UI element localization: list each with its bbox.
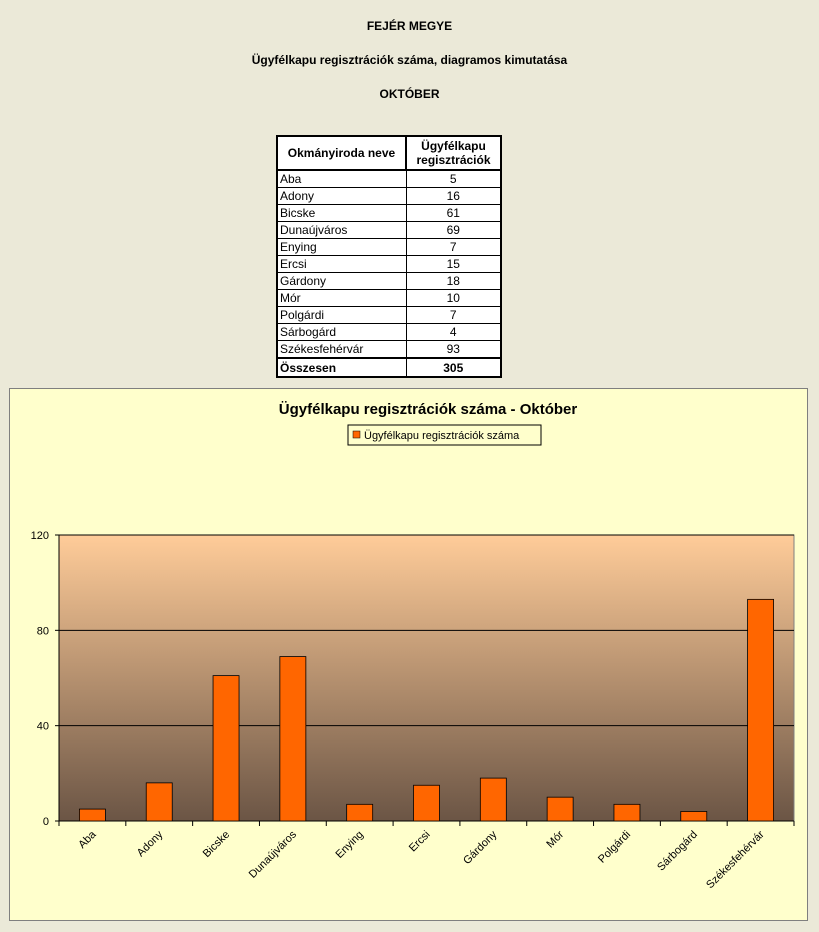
total-row bbox=[277, 358, 501, 377]
x-tick-label: Bicske bbox=[200, 828, 233, 861]
registration-count-cell: 15 bbox=[406, 256, 501, 273]
bar bbox=[547, 797, 573, 821]
table-row bbox=[277, 205, 501, 222]
y-tick-label: 40 bbox=[36, 720, 49, 733]
office-name-cell: Székesfehérvár bbox=[277, 341, 406, 359]
x-tick-label: Adony bbox=[134, 828, 166, 860]
y-tick-label: 120 bbox=[30, 530, 49, 542]
chart-title: Ügyfélkapu regisztrációk száma - Október bbox=[278, 401, 578, 418]
bar bbox=[748, 599, 774, 821]
registration-count-cell: 10 bbox=[406, 290, 501, 307]
registration-count-cell: 18 bbox=[406, 273, 501, 290]
bar bbox=[414, 785, 440, 821]
x-tick-label: Aba bbox=[76, 828, 99, 851]
x-tick-label: Mór bbox=[544, 828, 567, 851]
office-name-cell: Bicske bbox=[277, 205, 406, 222]
bar bbox=[280, 657, 306, 821]
x-tick-label: Dunaújváros bbox=[246, 828, 299, 881]
table-row bbox=[277, 256, 501, 273]
x-tick-label: Polgárdi bbox=[596, 828, 634, 866]
table-row bbox=[277, 239, 501, 256]
plot-area bbox=[31, 530, 794, 891]
bar bbox=[347, 804, 373, 821]
chart-canvas bbox=[10, 389, 807, 920]
y-tick-label: 80 bbox=[36, 625, 49, 638]
legend-label: Ügyfélkapu regisztrációk száma bbox=[364, 430, 520, 442]
month-heading: OKTÓBER bbox=[379, 87, 440, 101]
x-tick-label: Gárdony bbox=[461, 828, 500, 867]
y-tick-label: 0 bbox=[42, 816, 49, 828]
registrations-header-line1: Ügyfélkapu bbox=[421, 139, 486, 153]
office-name-header: Okmányiroda neve bbox=[277, 136, 406, 170]
office-name-cell: Polgárdi bbox=[277, 307, 406, 324]
bar bbox=[213, 676, 239, 821]
bar bbox=[146, 783, 172, 821]
table-row bbox=[277, 170, 501, 188]
office-name-cell: Mór bbox=[277, 290, 406, 307]
registration-count-cell: 69 bbox=[406, 222, 501, 239]
table-header-row bbox=[277, 136, 501, 170]
registration-count-cell: 5 bbox=[406, 170, 501, 188]
office-name-cell: Adony bbox=[277, 188, 406, 205]
x-tick-label: Ercsi bbox=[406, 828, 433, 855]
x-tick-label: Enying bbox=[333, 828, 366, 861]
table-row bbox=[277, 324, 501, 341]
plot-background bbox=[59, 535, 794, 821]
bar-chart bbox=[9, 388, 808, 921]
legend-swatch bbox=[353, 431, 360, 438]
registrations-table bbox=[276, 135, 502, 378]
registrations-header-line2: regisztrációk bbox=[416, 153, 491, 167]
total-value: 305 bbox=[406, 358, 501, 377]
registration-count-cell: 7 bbox=[406, 307, 501, 324]
chart-legend bbox=[348, 425, 541, 445]
county-heading: FEJÉR MEGYE bbox=[366, 19, 453, 33]
registration-count-cell: 7 bbox=[406, 239, 501, 256]
table-body bbox=[277, 170, 501, 358]
office-name-cell: Ercsi bbox=[277, 256, 406, 273]
office-name-cell: Aba bbox=[277, 170, 406, 188]
registration-count-cell: 93 bbox=[406, 341, 501, 359]
table-row bbox=[277, 341, 501, 359]
bar bbox=[79, 809, 105, 821]
bar bbox=[614, 804, 640, 821]
bar bbox=[480, 778, 506, 821]
bar bbox=[681, 811, 707, 821]
registration-count-cell: 16 bbox=[406, 188, 501, 205]
table-row bbox=[277, 273, 501, 290]
report-subtitle: Ügyfélkapu regisztrációk száma, diagramos kimutatása bbox=[251, 53, 568, 67]
office-name-cell: Dunaújváros bbox=[277, 222, 406, 239]
table-row bbox=[277, 290, 501, 307]
registrations-header bbox=[406, 136, 501, 170]
registration-count-cell: 61 bbox=[406, 205, 501, 222]
table-row bbox=[277, 307, 501, 324]
registration-count-cell: 4 bbox=[406, 324, 501, 341]
office-name-cell: Enying bbox=[277, 239, 406, 256]
x-tick-label: Sárbogárd bbox=[655, 828, 700, 874]
total-label: Összesen bbox=[277, 358, 406, 377]
table-row bbox=[277, 188, 501, 205]
x-tick-label: Székesfehérvár bbox=[704, 828, 767, 892]
office-name-cell: Gárdony bbox=[277, 273, 406, 290]
table-row bbox=[277, 222, 501, 239]
office-name-cell: Sárbogárd bbox=[277, 324, 406, 341]
